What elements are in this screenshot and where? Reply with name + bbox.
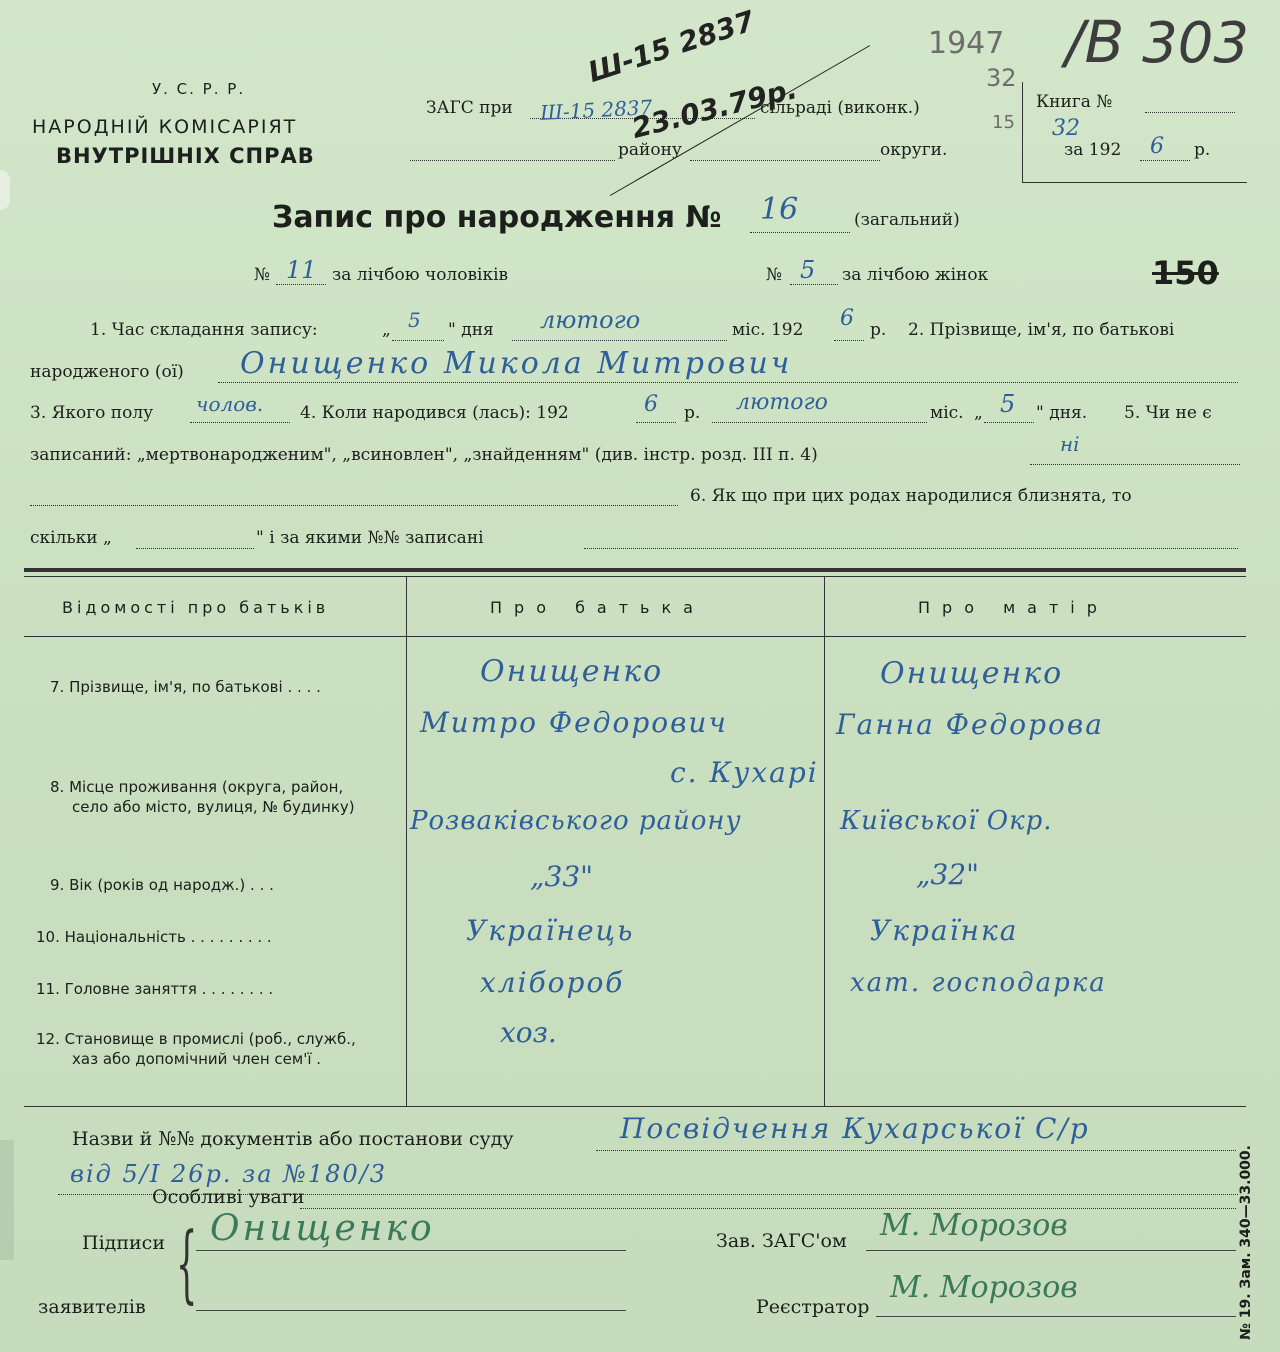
father-status: хоз. (500, 1016, 557, 1049)
women-count-prefix: № (766, 265, 783, 285)
applicant-signature: Онищенко (210, 1208, 435, 1249)
side-print: № 19. Зам. 340—33.000. (1238, 1145, 1254, 1340)
field6-pre-line (30, 505, 678, 506)
field5-label2: записаний: „мертвонародженим", „всиновлен", „знайденням" (див. інстр. розд. III п. 4) (30, 445, 818, 465)
republic-label: У. С. Р. Р. (152, 80, 246, 98)
zags-head-label: Зав. ЗАГС'ом (716, 1230, 847, 1252)
hand-top-code: Ш-15 2837 (584, 4, 759, 89)
table-header-parents: Відомості про батьків (62, 598, 330, 617)
hand-date: 23.03.79р. (628, 72, 801, 145)
father-occupation: хлібороб (480, 966, 625, 999)
binding-wear (0, 1140, 14, 1260)
row-label-status: 12. Становище в промислі (роб., служб., (36, 1030, 356, 1048)
signatures-label-1: Підписи (82, 1232, 165, 1254)
field6-count-line (136, 548, 254, 549)
field2-label: 2. Прізвище, ім'я, по батькові (908, 320, 1175, 340)
zags-head-line (866, 1250, 1236, 1251)
okrug-line (690, 160, 880, 161)
hand-32: 32 (986, 64, 1017, 92)
book-label: Книга № (1036, 92, 1113, 112)
book-year-suffix: р. (1194, 140, 1211, 160)
docs-line-1 (596, 1150, 1236, 1151)
field6-label2: скільки „ (30, 528, 112, 548)
hand-f1-day: 5 (408, 308, 421, 332)
signatures-label-2: заявителів (38, 1296, 146, 1318)
father-place-1: с. Кухарі (670, 756, 819, 789)
hand-f2-name: Онищенко Микола Митрович (240, 346, 793, 381)
signature-line-2 (196, 1310, 626, 1311)
field1-label: 1. Час складання запису: (90, 320, 318, 340)
father-name-2: Митро Федорович (420, 706, 728, 739)
field1-day-close: " дня (448, 320, 494, 340)
hand-f3-sex: чолов. (196, 392, 264, 416)
commissariat-line2: ВНУТРІШНІХ СПРАВ (56, 144, 315, 168)
field1-day-line (392, 340, 444, 341)
row-label-name: 7. Прізвище, ім'я, по батькові . . . . (50, 678, 321, 696)
book-box-left (1022, 82, 1023, 182)
book-box-bottom (1022, 182, 1247, 183)
hand-f5: ні (1060, 432, 1080, 456)
mother-age: „32" (916, 858, 980, 891)
field4-day-line (984, 422, 1034, 423)
field5-line (1030, 464, 1240, 465)
field3-line (190, 422, 290, 423)
hand-book-year: 6 (1150, 134, 1164, 159)
table-top-border-thin (24, 576, 1246, 577)
row-label-place2: село або місто, вулиця, № будинку) (72, 798, 355, 816)
row-label-occupation: 11. Головне заняття . . . . . . . . (36, 980, 274, 998)
registrar-signature: М. Морозов (890, 1270, 1078, 1305)
table-header-border (24, 636, 1246, 637)
field5-label: 5. Чи не є (1124, 403, 1212, 423)
book-year-prefix: за 192 (1064, 140, 1122, 160)
notes-line (300, 1208, 1236, 1209)
father-age: „33" (530, 860, 594, 893)
hand-archive-digits: 303 (1142, 11, 1250, 76)
docs-label: Назви й №№ документів або постанови суду (72, 1128, 514, 1150)
record-title-suffix: (загальний) (854, 210, 960, 230)
hand-zags-name: Ш-15 2837 (539, 95, 653, 125)
women-count-line (790, 284, 838, 285)
table-top-border (24, 568, 1246, 572)
notes-label: Особливі уваги (152, 1186, 305, 1208)
field6-label: 6. Як що при цих родах народилися близнята, то (690, 486, 1132, 506)
field6-label3: " і за якими №№ записані (256, 528, 484, 548)
hand-1947: 1947 (928, 26, 1005, 61)
row-label-age: 9. Вік (років од народж.) . . . (50, 876, 274, 894)
stamp-number: 150 (1152, 254, 1219, 292)
field4-mis: міс. (930, 403, 964, 423)
field1-day-open: „ (382, 320, 391, 340)
commissariat-line1: НАРОДНІЙ КОМІСАРІЯТ (32, 116, 298, 138)
field4-r: р. (684, 403, 701, 423)
mother-occupation: хат. господарка (850, 968, 1107, 998)
mother-name-2: Ганна Федорова (836, 708, 1104, 741)
zags-prefix: ЗАГС при (426, 98, 513, 118)
hand-f4-year: 6 (644, 392, 658, 417)
hand-f1-month: лютого (540, 306, 641, 334)
field1-month-suffix: міс. 192 (732, 320, 804, 340)
book-number-line (1145, 112, 1235, 113)
men-count-prefix: № (254, 265, 271, 285)
field3-label: 3. Якого полу (30, 403, 154, 423)
field4-day-open: „ (974, 403, 983, 423)
table-col-divider-1 (406, 576, 407, 1106)
table-header-father: Про батька (490, 598, 705, 617)
field2-name-line (218, 382, 1238, 383)
mother-place-1: Київської Окр. (840, 806, 1053, 836)
field1-year-line (834, 340, 864, 341)
women-count-label: за лічбою жінок (842, 265, 989, 285)
zags-head-signature: М. Морозов (880, 1208, 1068, 1243)
field4-year-line (636, 422, 676, 423)
zags-rayonu: району (618, 140, 682, 160)
row-label-status2: хаз або допомічний член сем'ї . (72, 1050, 322, 1068)
field2-label2: народженого (ої) (30, 362, 184, 382)
field4-dnia: " дня. (1036, 403, 1088, 423)
hand-archive-number: /В 303 (1065, 8, 1250, 76)
table-header-mother: Про матір (918, 598, 1109, 617)
field4-label: 4. Коли народився (лась): 192 (300, 403, 569, 423)
hand-15: 15 (992, 112, 1015, 133)
row-label-nationality: 10. Національність . . . . . . . . . (36, 928, 272, 946)
zags-selrada: сільраді (виконк.) (760, 98, 920, 118)
signature-line-1 (196, 1250, 626, 1251)
father-nationality: Українець (466, 914, 635, 947)
field4-month-line (712, 422, 927, 423)
father-place-2: Розваківського району (410, 806, 742, 836)
record-number-line (750, 232, 850, 233)
hand-women-count: 5 (800, 256, 816, 284)
hand-record-number: 16 (760, 192, 799, 227)
registrar-line (876, 1316, 1236, 1317)
field6-numbers-line (584, 548, 1238, 549)
hand-men-count: 11 (286, 256, 317, 284)
docs-hand-1: Посвідчення Кухарської С/р (620, 1112, 1090, 1145)
father-name-1: Онищенко (480, 654, 664, 689)
registrar-label: Реєстратор (756, 1296, 870, 1318)
row-label-place: 8. Місце проживання (округа, район, (50, 778, 344, 796)
mother-nationality: Українка (870, 914, 1019, 947)
field1-month-line (512, 340, 727, 341)
table-col-divider-2 (824, 576, 825, 1106)
signature-brace: { (176, 1214, 198, 1312)
zags-okrugy: округи. (880, 140, 948, 160)
docs-hand-2: від 5/I 26р. за №180/3 (70, 1160, 388, 1188)
rayon-line (410, 160, 615, 161)
hand-book-num: 32 (1052, 116, 1080, 141)
hand-f4-day: 5 (1000, 390, 1016, 418)
book-year-line (1140, 160, 1190, 161)
table-bottom-border (24, 1106, 1246, 1107)
record-title: Запис про народження № (272, 200, 722, 235)
hand-f4-month: лютого (736, 390, 828, 415)
mother-name-1: Онищенко (880, 656, 1064, 691)
binding-hole (0, 170, 10, 210)
men-count-label: за лічбою чоловіків (332, 265, 509, 285)
hand-f1-year: 6 (840, 306, 854, 331)
men-count-line (276, 284, 326, 285)
field1-year-suffix: р. (870, 320, 887, 340)
